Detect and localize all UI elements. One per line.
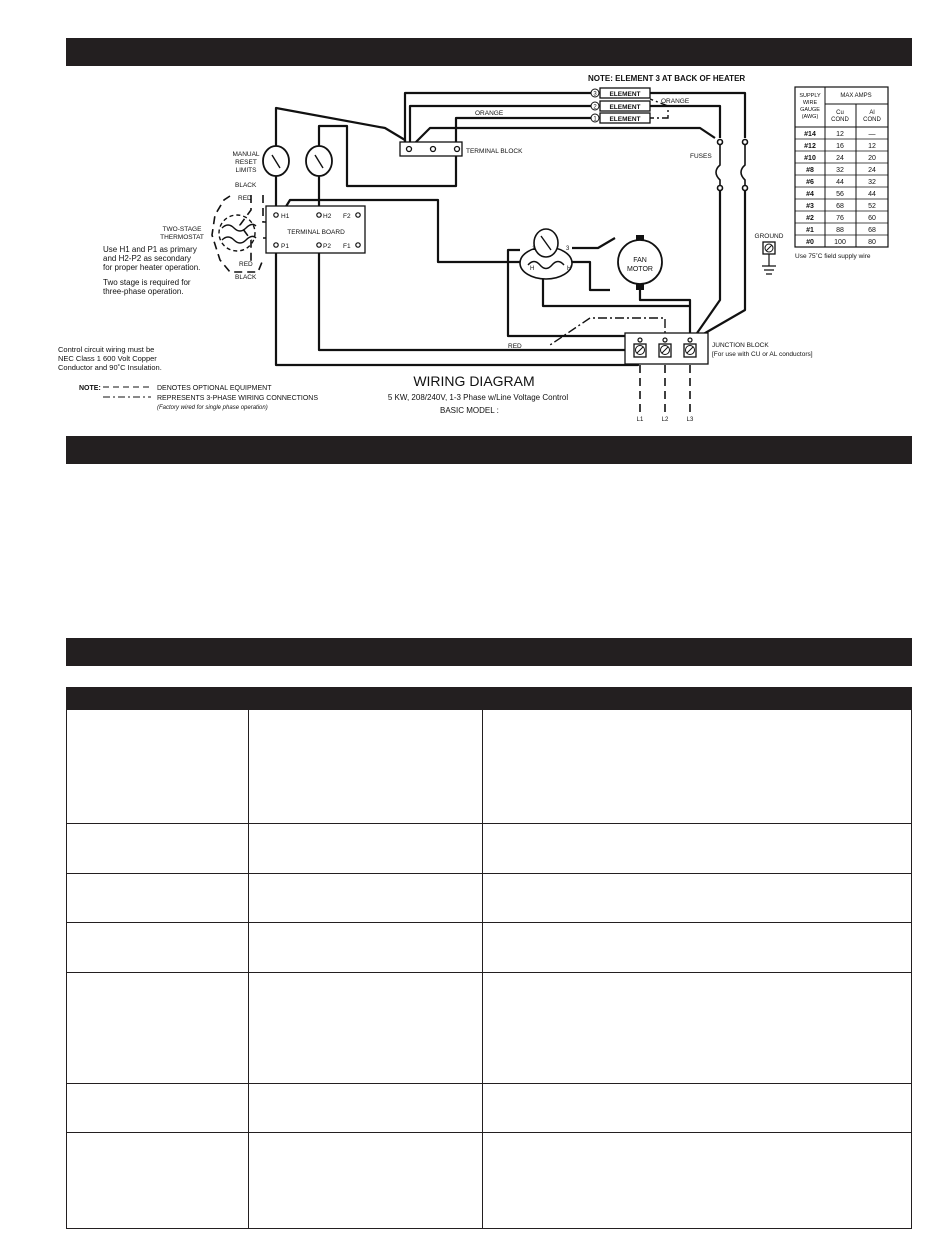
wire-table-cell-cu: 100 [834,238,846,246]
wire-table-cell-cu: 88 [836,226,844,234]
relay [520,229,572,279]
terminal-h2: H2 [323,213,332,220]
instruction-line-1: Use H1 and P1 as primary [103,245,197,254]
element-number-2: 2 [593,104,597,111]
relay-terminal-1: 1 [532,246,536,252]
wire-table-cell-al: — [868,130,876,138]
line-l2: L2 [661,417,669,423]
table-row-divider [67,823,911,824]
wire-table-head-max: MAX AMPS [840,93,872,99]
wire-table-cell-gauge: #2 [806,214,814,222]
wire-table-cell-al: 68 [868,226,876,234]
legend-3phase: REPRESENTS 3-PHASE WIRING CONNECTIONS [157,395,319,402]
wire-table-cell-gauge: #14 [804,130,816,138]
orange-label-left: ORANGE [475,110,504,117]
line-l1: L1 [636,417,644,423]
wire-table-head-cu-2: COND [831,117,849,123]
terminal-f2: F2 [343,213,351,220]
wire-table-cell-gauge: #0 [806,238,814,246]
table-row-divider [67,1083,911,1084]
instruction-line-2: and H2-P2 as secondary [103,254,192,263]
table-column-divider-2 [482,710,483,1228]
manual-reset-label-1: MANUAL [232,151,260,158]
terminal-p2: P2 [323,243,331,250]
element-label-3: ELEMENT [609,91,641,98]
element-number-1: 1 [593,116,597,123]
table-column-divider-1 [248,710,249,1228]
table-header-bar [67,688,911,710]
wire-table-head-cu-1: Cu [836,110,844,116]
red-label-top: RED [238,195,252,202]
wire-table-cell-gauge: #8 [806,166,814,174]
wire-table-cell-gauge: #6 [806,178,814,186]
relay-terminal-h-left: H [530,266,535,272]
basic-model: BASIC MODEL : [440,406,499,415]
wire-table-head-al-1: Al [869,110,875,116]
orange-label-right: ORANGE [661,98,690,105]
wire-table-cell-cu: 32 [836,166,844,174]
wire-table-head-supply-3: GAUGE [800,107,820,113]
wire-table-cell-al: 20 [868,154,876,162]
wire-table-cell-al: 44 [868,190,876,198]
terminal-board-label: TERMINAL BOARD [287,229,345,236]
manual-reset-label-3: LIMITS [235,167,257,174]
wire-table-head-supply-2: WIRE [802,100,818,106]
section-header-bar-middle [66,436,912,464]
table-row-divider [67,1132,911,1133]
manual-reset-label-2: RESET [235,159,257,166]
wire-gauge-table [795,87,888,260]
element-label-1: ELEMENT [609,116,641,123]
thermostat-label-1: TWO-STAGE [162,226,202,233]
instruction-line-3: for proper heater operation. [103,263,201,272]
wire-table-cell-gauge: #1 [806,226,814,234]
relay-terminal-3: 3 [566,246,570,252]
thermostat-label-2: THERMOSTAT [160,234,204,241]
wire-table-cell-cu: 68 [836,202,844,210]
junction-block-note: [For use with CU or AL conductors] [712,351,813,358]
terminal-block-label: TERMINAL BLOCK [466,148,523,155]
wiring-diagram [0,0,950,436]
wire-table-cell-al: 24 [868,166,876,174]
wire-table-cell-al: 32 [868,178,876,186]
section-header-bar-lower [66,638,912,666]
wire-table-cell-cu: 56 [836,190,844,198]
junction-block-label: JUNCTION BLOCK [712,342,769,349]
control-note-2: NEC Class 1 600 Volt Copper [58,354,157,363]
wire-table-cell-cu: 76 [836,214,844,222]
element-label-2: ELEMENT [609,104,641,111]
legend-optional: DENOTES OPTIONAL EQUIPMENT [157,385,272,392]
wire-table-cell-gauge: #3 [806,202,814,210]
red-label-junction: RED [508,343,522,350]
fan-motor-label-2: MOTOR [627,266,653,273]
control-note-1: Control circuit wiring must be [58,345,155,354]
table-row-divider [67,922,911,923]
wire-table-head-supply-1: SUPPLY [799,93,821,99]
manual-reset-limits [263,146,332,176]
terminal-h1: H1 [281,213,290,220]
element-number-3: 3 [593,91,597,98]
red-label-bottom: RED [239,261,253,268]
legend-factory: (Factory wired for single phase operation) [157,405,268,411]
fan-motor-label-1: FAN [633,257,647,264]
line-l3: L3 [686,417,694,423]
table-row-divider [67,873,911,874]
black-label-top: BLACK [235,182,257,189]
ground-icon [762,242,776,274]
wire-table-cell-al: 12 [868,142,876,150]
table-row-divider [67,972,911,973]
wire-table-cell-gauge: #12 [804,142,816,150]
diagram-title: WIRING DIAGRAM [413,373,535,389]
empty-table [66,687,912,1229]
wire-table-cell-gauge: #4 [806,190,814,198]
wire-table-cell-cu: 24 [836,154,844,162]
terminal-p1: P1 [281,243,289,250]
fuses-label: FUSES [690,153,712,160]
wire-table-cell-al: 52 [868,202,876,210]
wire-table-cell-cu: 44 [836,178,844,186]
wire-table-cell-al: 80 [868,238,876,246]
control-note-3: Conductor and 90˚C Insulation. [58,363,162,372]
relay-terminal-h-right: H [567,266,572,272]
wire-table-cell-cu: 12 [836,130,844,138]
diagram-subtitle: 5 KW, 208/240V, 1-3 Phase w/Line Voltage Control [387,393,569,402]
black-label-bottom: BLACK [235,274,257,281]
note-element3: NOTE: ELEMENT 3 AT BACK OF HEATER [588,74,746,83]
instruction-line-4: Two stage is required for [103,278,191,287]
fuses [716,140,748,191]
wire-table-footnote: Use 75˚C field supply wire [795,253,871,260]
wire-table-head-supply-4: (AWG) [801,114,819,120]
wire-table-head-al-2: COND [863,117,881,123]
wire-table-cell-al: 60 [868,214,876,222]
terminal-f1: F1 [343,243,351,250]
wire-table-cell-cu: 16 [836,142,844,150]
ground-label: GROUND [754,233,784,240]
wire-table-cell-gauge: #10 [804,154,816,162]
legend-note: NOTE: [79,385,101,392]
instruction-line-5: three-phase operation. [103,287,184,296]
